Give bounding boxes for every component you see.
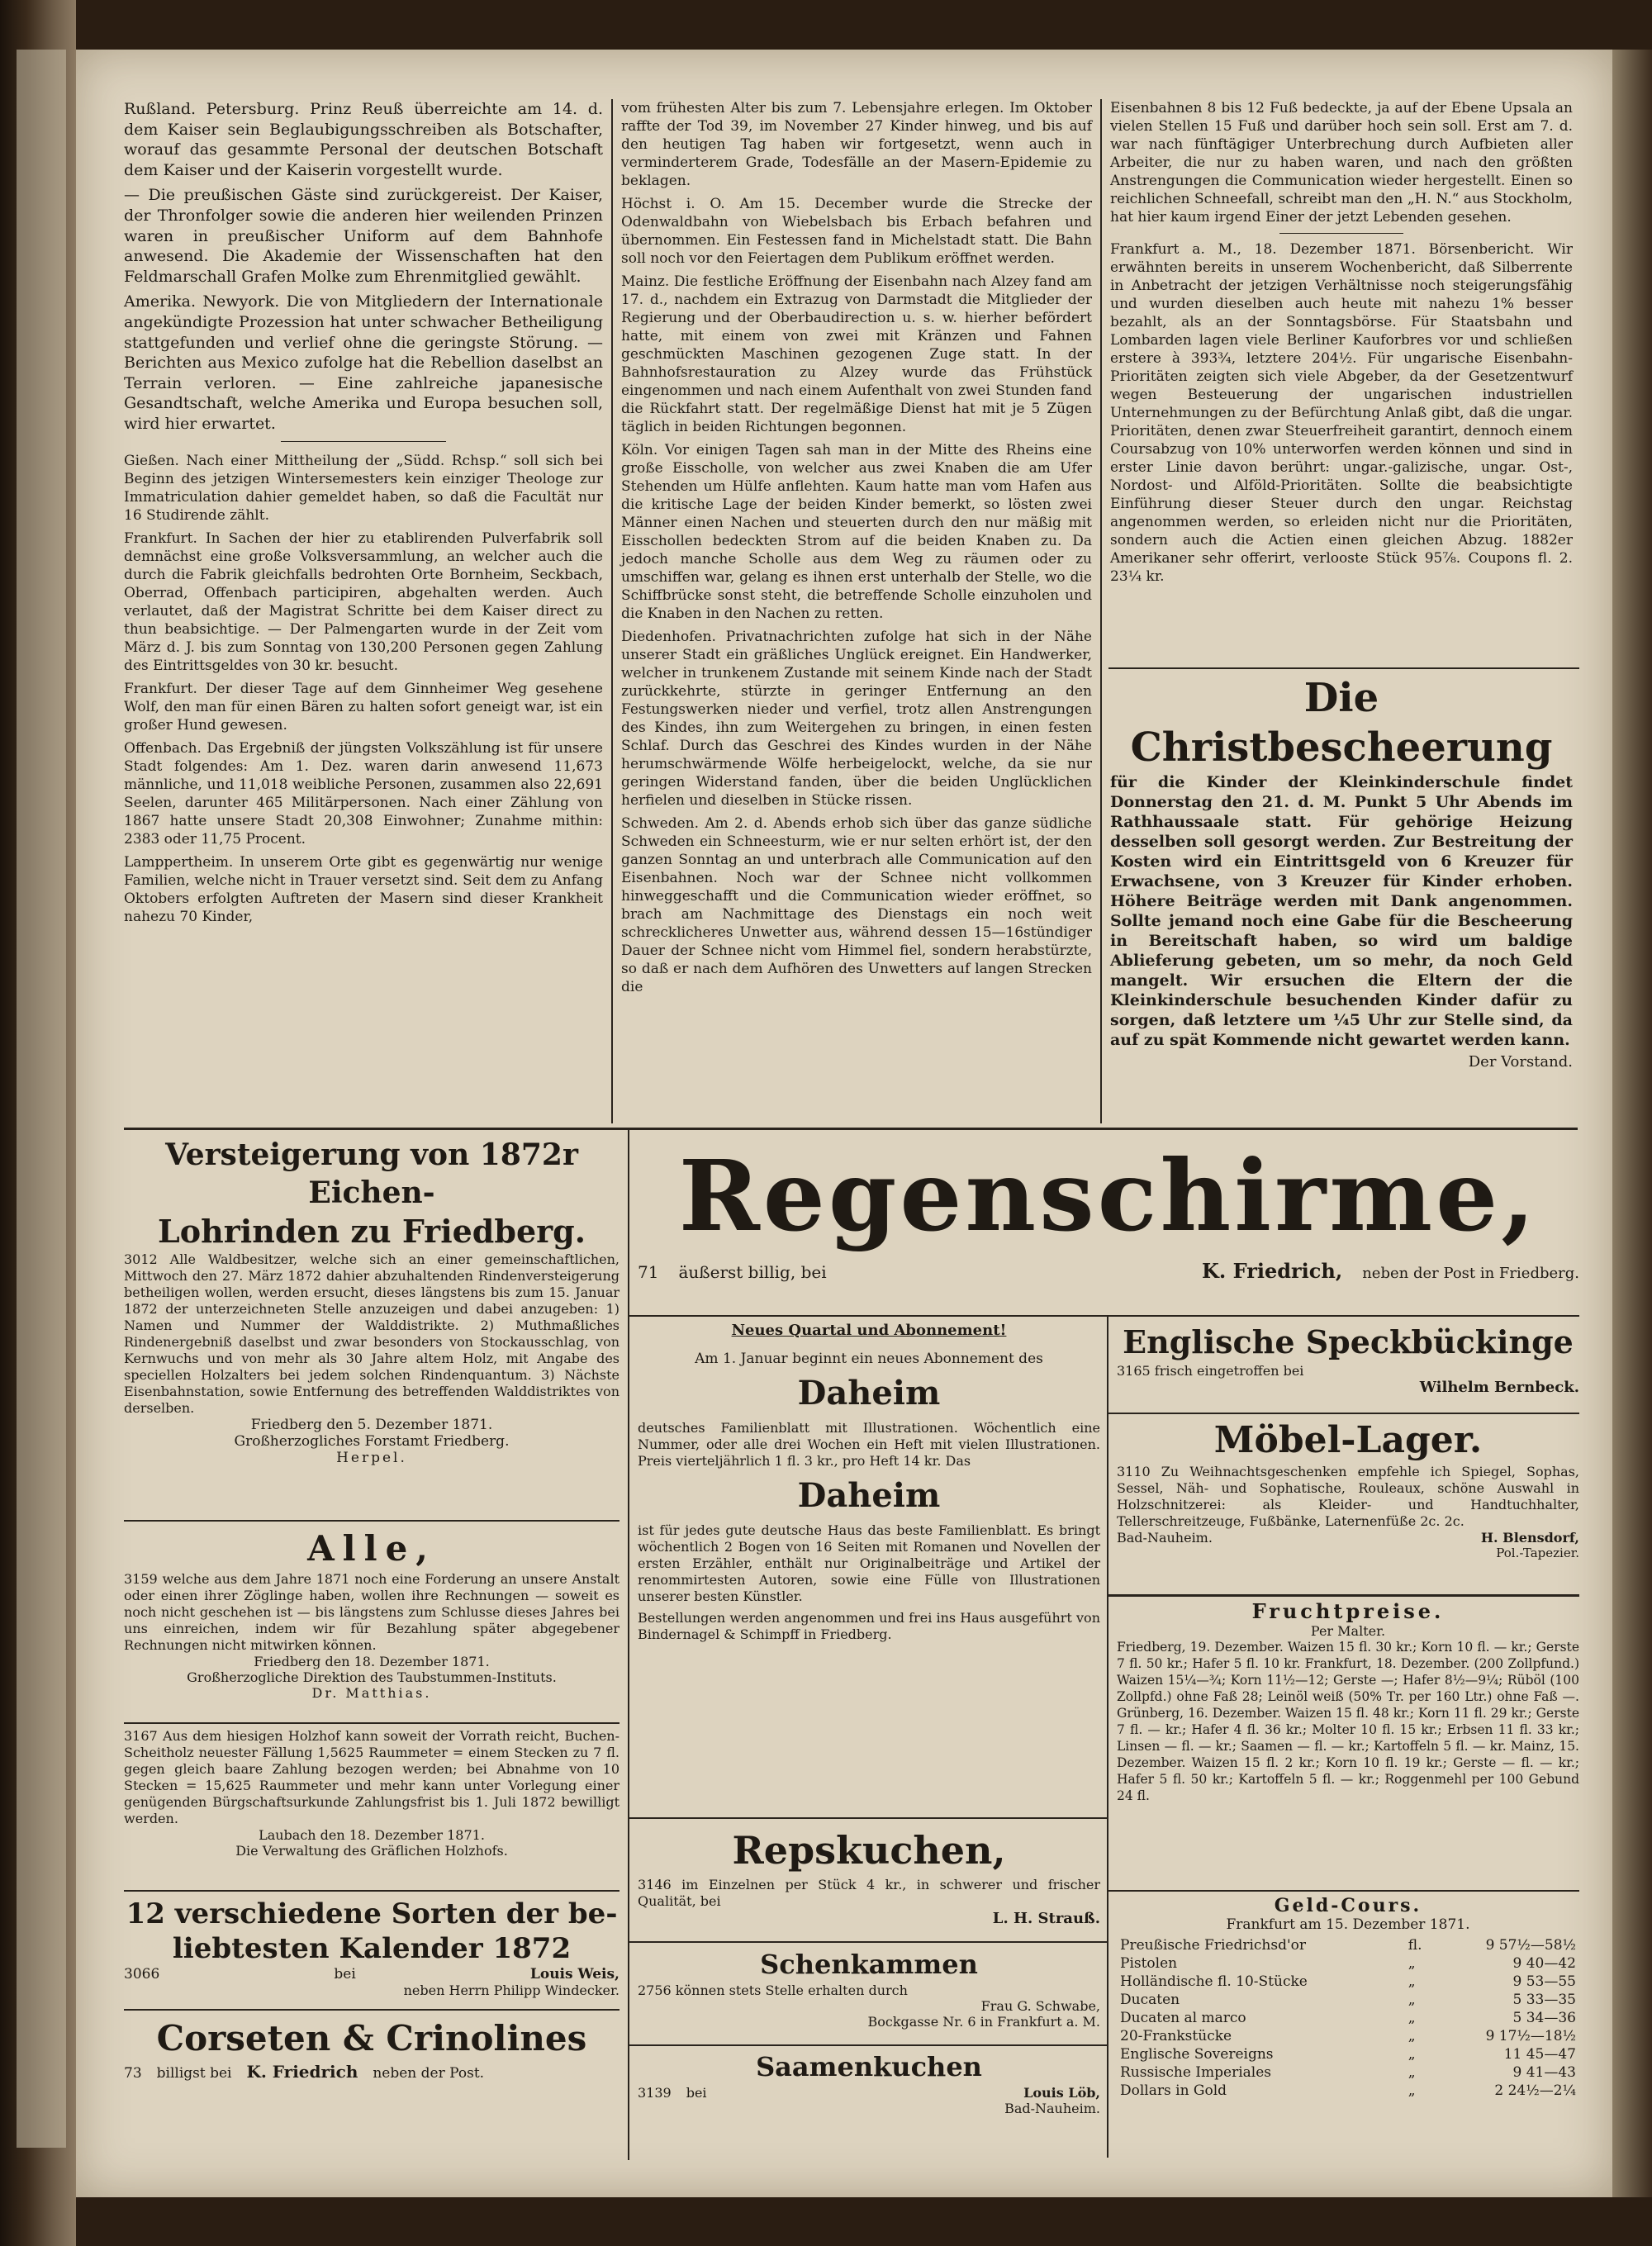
regenschirme-addr: neben der Post in Friedberg. [1362,1265,1579,1282]
section-rule [124,1128,1578,1130]
ad-rule [1108,1413,1579,1414]
rate-row [1117,1973,1579,1991]
regenschirme-footer [638,1259,1579,1283]
versteigerung-title-1: Versteigerung von 1872r Eichen- [165,1137,578,1210]
rate-row [1117,1991,1579,2009]
rate-name: Dollars in Gold [1120,2082,1227,2099]
saamen-footer [638,2085,1100,2101]
daheim-body-2: ist für jedes gute deutsche Haus das beste Familienblatt. Es bringt wöchentlich 2 Bogen von 16 Seiten mit Romanen und Novellen der ersten Erzähler, enthält nur Originalbeiträge und Artikel der renommirtesten Autoren, sowie eine Fülle von Illustrationen unserer besten Künstler. [638,1522,1100,1604]
rate-unit: „ [1408,2046,1416,2063]
holzhof-body: 3167 Aus dem hiesigen Holzhof kann soweit der Vorrath reicht, Buchen-Scheitholz neuester Fällung 1,5625 Raummeter = einem Stecken zu 7 fl. gegen gleich baare Zahlung bezogen werden; bei Abnahme von 10 Stecken = 15,625 Raummeter und mehr kann unter Vorlegung einer genügenden Bürgschaftsurkunde Zahlungsfrist bis 1. Juli 1872 bewilligt werden. [124,1728,620,1826]
regenschirme-title: Regenschirme, [678,1138,1539,1253]
divider [1279,233,1403,234]
moebel-name: H. Blensdorf, [1480,1530,1579,1546]
kalender-bei: bei [334,1966,356,1982]
news-masern-cont: vom frühesten Alter bis zum 7. Lebensjahre erlegen. Im Oktober raffte der Tod 39, im November 27 Kinder hinweg, und bis auf den heutigen Tag haben wir fortgesetzt, wenn auch in verminderterem Grade, Todesfälle an der Masern-Epidemie zu beklagen. [621,100,1092,189]
corseten-footer [124,2062,620,2082]
ad-kalender [124,1897,620,1998]
geldcours-title: Geld-Cours. [1274,1895,1422,1916]
news-schweden: Schweden. Am 2. d. Abends erhob sich über das ganze südliche Schweden ein Schneesturm, wie er nur selten erhört ist, der den ganzen Sonntag an und unterbrach alle Communication auf den Eisenbahnen. Noch war der Schnee nicht vollkommen hinweggeschafft und die Communication wieder eröffnet, so brach am Nachmittage des Dienstags ein noch weit schrecklicheres Unwetter aus, während dessen 15—16stündiger Dauer der Schnee nicht vom Himmel fiel, sondern herabstürzte, so daß er nach dem Aufhören des Unwetters auf langen Strecken die [621,815,1092,995]
ad-saamenkuchen [638,2049,1100,2116]
news-boersenbericht: Frankfurt a. M., 18. Dezember 1871. Börsenbericht. Wir erwähnten bereits in unserem Wochenbericht, daß Silberrente in Anbetracht der jetzigen Verhältnisse noch steigerungsfähig und wurden dieselben auch heute mit nahezu 1% besser bezahlt, als an der Sonntagsbörse. Für Staatsbahn und Lombarden lagen viele Berliner Kauforbres vor und schließen erstere à 393¾, letztere 204½. Für ungarische Eisenbahn-Prioritäten zeigten sich viele Abgeber, da der Gesetzentwurf wegen Besteuerung der ungarischen industriellen Unternehmungen zu der Befürchtung Anlaß gibt, daß die ungar. Prioritäten, denen zwar Steuerfreiheit garantirt, dennoch einem Coursabzug von 10% unterworfen werden können und sind in erster Linie davon berührt: ungar.-galizische, ungar. Ost-, Nordost- und Alföld-Prioritäten. Sollte die beabsichtigte Einführung dieser Steuer durch den ungar. Reichstag angenommen werden, so erleiden nicht nur die Prioritäten, sondern auch die Actien einen gleichen Abzug. 1882er Amerikaner sehr offerirt, verlooste Stück 95⅞. Coupons fl. 2. 23¼ kr. [1110,241,1573,585]
christbescheerung-notice [1110,673,1573,1071]
corseten-name: K. Friedrich [246,2062,358,2082]
facing-page-edge [17,50,66,2148]
news-column-3 [1110,99,1573,591]
rate-val: 9 41—43 [1512,2064,1576,2081]
rate-unit: „ [1408,1992,1416,2008]
daheim-title-2: Daheim [797,1476,941,1515]
versteigerung-body: 3012 Alle Waldbesitzer, welche sich an einer gemeinschaftlichen, Mittwoch den 27. März 1872 dahier abzuhaltenden Rindenversteigerung betheiligen wollen, werden ersucht, dieses längstens bis zum 15. Januar 1872 der unterzeichneten Stelle anzuzeigen und dabei anzugeben: 1) Namen und Nummer der Walddistrikte. 2) Muthmaßliches Rindenergebniß daselbst und zwar besonders von Stockausschlag, von Kernwuchs und von mehr als 30 Jahre altem Holz, mit Angabe des speciellen Holzalters bei jedem solchen Rindenquantum. 3) Nächste Eisenbahnstation, sowie Entfernung des betreffenden Walddistriktes von derselben. [124,1251,620,1416]
saamen-name: Louis Löb, [1023,2085,1100,2101]
moebel-footer [1117,1530,1579,1546]
kalender-footer [124,1966,620,1982]
rate-unit: „ [1408,2064,1416,2081]
saamen-num: 3139 [638,2085,672,2101]
speck-body: 3165 frisch eingetroffen bei [1117,1363,1304,1379]
news-diedenhofen: Diedenhofen. Privatnachrichten zufolge hat sich in der Nähe unserer Stadt ein gräßliches Unglück ereignet. Ein Handwerker, welcher in trunkenem Zustande mit seinem Kinde nach der Stadt zurückkehrte, stürzte in geringer Entfernung an den Festungswerken nieder und verfiel, trotz allen Anstrengungen des Kindes, ihn zum Weitergehen zu bringen, in einen festen Schlaf. Durch das Geschrei des Kindes wurden in der Nähe herumschwärmende Wölfe herbeigelockt, welche, da sie nur geringen Widerstand fanden, über die beiden Unglücklichen herfielen und dieselben in Stücke rissen. [621,629,1092,809]
holzhof-office: Die Verwaltung des Gräflichen Holzhofs. [235,1843,508,1859]
page-edge-shadow [1612,50,1652,2197]
rate-row [1117,2082,1579,2100]
column-rule-1 [611,99,613,1123]
saamen-addr: Bad-Nauheim. [1004,2101,1100,2116]
rate-val: 9 57½—58½ [1485,1937,1576,1954]
rate-unit: fl. [1408,1937,1422,1954]
rate-val: 9 40—42 [1512,1955,1576,1972]
daheim-body-3: Bestellungen werden angenommen und frei ins Haus ausgeführt von Bindernagel & Schimpff in Friedberg. [638,1610,1100,1642]
kalender-num: 3066 [124,1966,160,1982]
news-russland: Rußland. Petersburg. Prinz Reuß überreichte am 14. d. dem Kaiser sein Beglaubigungsschreiben als Botschafter, worauf das gesammte Personal der deutschen Botschaft dem Kaiser und der Kaiserin vorgestellt wurde. [124,100,603,179]
corseten-num: 73 [124,2065,142,2082]
rate-row [1117,2063,1579,2082]
rate-name: Ducaten [1120,1992,1180,2008]
fruchtpreise-body: Friedberg, 19. Dezember. Waizen 15 fl. 30 kr.; Korn 10 fl. — kr.; Gerste 7 fl. 50 kr.; Hafer 5 fl. 10 kr. Frankfurt, 18. Dezember. (200 Zollpfund.) Waizen 15¼—¾; Korn 11½—12; Gerste —; Hafer 8½—9¼; Rüböl (100 Zollpfd.) ohne Faß 28; Leinöl weiß (50% Tr. per 160 Ltr.) ohne Faß —. Grünberg, 16. Dezember. Waizen 15 fl. 48 kr.; Korn 11 fl. 29 kr.; Gerste 7 fl. — kr.; Hafer 4 fl. 36 kr.; Molter 10 fl. 15 kr.; Erbsen 11 fl. 33 kr.; Linsen — fl. — kr.; Saamen — fl. — kr.; Kartoffeln 5 fl. — kr. Mainz, 15. Dezember. Waizen 15 fl. 2 kr.; Korn 10 fl. 19 kr.; Gerste — fl. — kr.; Hafer 5 fl. 50 kr.; Kartoffeln 5 fl. — kr.; Roggenmehl per 100 Gebund 24 fl. [1117,1640,1579,1803]
daheim-intro: Am 1. Januar beginnt ein neues Abonnement des [695,1351,1043,1367]
repskuchen-body: 3146 im Einzelnen per Stück 4 kr., in schwerer und frischer Qualität, bei [638,1877,1100,1909]
moebel-role: Pol.-Tapezier. [1496,1546,1579,1560]
rate-name: Holländische fl. 10-Stücke [1120,1973,1308,1990]
schenkammen-name: Frau G. Schwabe, [980,1998,1100,2014]
newspaper-page [76,50,1612,2197]
alle-title: Alle, [307,1528,436,1569]
column-rule-ads-2 [1107,1315,1108,2158]
rate-unit: „ [1408,2010,1416,2026]
regenschirme-num: 71 [638,1262,659,1282]
speck-footer [1117,1363,1579,1379]
daheim-head: Neues Quartal und Abonnement! [731,1322,1007,1339]
kalender-title-1: 12 verschiedene Sorten der be- [126,1897,618,1930]
fruchtpreise-title: Fruchtpreise. [1251,1599,1445,1623]
saamen-bei: bei [686,2085,707,2101]
ad-regenschirme [638,1138,1579,1283]
holzhof-date: Laubach den 18. Dezember 1871. [259,1827,485,1843]
moebel-place: Bad-Nauheim. [1117,1530,1213,1546]
schenkammen-addr: Bockgasse Nr. 6 in Frankfurt a. M. [867,2014,1100,2030]
ad-rule [628,1315,1579,1317]
corseten-addr: neben der Post. [373,2065,485,2082]
rate-val: 9 53—55 [1512,1973,1576,1990]
christbescheerung-title: Die Christbescheerung [1130,675,1553,771]
versteigerung-office: Großherzogliches Forstamt Friedberg. [234,1433,510,1450]
rate-val: 9 17½—18½ [1485,2028,1576,2044]
news-frankfurt-2: Frankfurt. Der dieser Tage auf dem Ginnheimer Weg gesehene Wolf, den man für einen Bären zu halten sofort geneigt war, ist ein großer Hund gewesen. [124,680,603,734]
news-koeln: Köln. Vor einigen Tagen sah man in der Mitte des Rheins eine große Eisscholle, von welcher aus zwei Knaben die am Ufer Stehenden um Hülfe anflehten. Kaum hatte man vom Hafen aus die kritische Lage der beiden Kinder bemerkt, so lösten zwei Männer einen Nachen und steuerten durch den nur mäßig mit Eisschollen bedeckten Strom auf die beiden Knaben zu. Da jedoch manche Scholle aus dem Weg zu räumen oder zu umschiffen war, gelang es ihnen erst unterhalb der Stelle, wo die Schiffbrücke sonst steht, die betreffende Scholle einzuholen und die Knaben in den Nachen zu retten. [621,442,1092,622]
news-frankfurt-1: Frankfurt. In Sachen der hier zu etablirenden Pulverfabrik soll demnächst eine große Volksversammlung, an welcher auch die durch die Fabrik gleichfalls bedrohten Orte Bornheim, Seckbach, Oberrad, Offenbach participiren, abgehalten werden. Auch verlautet, daß der Magistrat Schritte bei dem Kaiser direct zu thun beabsichtige. — Der Palmengarten wurde in der Zeit vom März d. J. bis zum Sonntag von 130,200 Personen gegen Zahlung des Eintrittsgeldes von 30 kr. besucht. [124,529,603,674]
rate-val: 11 45—47 [1503,2046,1576,2063]
rate-name: Englische Sovereigns [1120,2046,1274,2063]
ad-rule [628,1941,1107,1943]
rate-unit: „ [1408,1955,1416,1972]
ad-versteigerung [124,1136,620,1466]
rate-unit: „ [1408,2028,1416,2044]
news-hoechst: Höchst i. O. Am 15. December wurde die Strecke der Odenwaldbahn von Wiebelsbach bis Erbach befahren und übernommen. Ein Festessen fand in Michelstadt statt. Die Bahn soll noch vor den Feiertagen dem Publikum eröffnet werden. [621,196,1092,267]
repskuchen-name: L. H. Strauß. [992,1910,1100,1927]
kalender-addr: neben Herrn Philipp Windecker. [403,1982,620,1998]
daheim-title: Daheim [797,1374,941,1413]
rate-val: 5 34—36 [1512,2010,1576,2026]
versteigerung-name: Herpel. [336,1450,407,1466]
news-schweden-cont: Eisenbahnen 8 bis 12 Fuß bedeckte, ja auf der Ebene Upsala an vielen Stellen 15 Fuß und darüber hoch sein soll. Erst am 7. d. war nach fünftägiger Unterbrechung durch Aufbieten aller Arbeiter, die nur zu haben waren, und nach den größten Anstrengungen die Communication wieder hergestellt. Einen so reichlichen Schneefall, schreibt man den „H. N.“ aus Stockholm, hat hier kaum irgend Einer der jetzt Lebenden gesehen. [1110,100,1573,226]
saamen-title: Saamenkuchen [756,2051,982,2082]
alle-date: Friedberg den 18. Dezember 1871. [254,1654,490,1669]
fruchtpreise [1117,1599,1579,1804]
daheim-body-1: deutsches Familienblatt mit Illustrationen. Wöchentlich eine Nummer, oder alle drei Wochen ein Heft mit vielen Illustrationen. Preis vierteljährlich 1 fl. 3 kr., pro Heft 14 kr. Das [638,1420,1100,1469]
fruchtpreise-sub: Per Malter. [1310,1623,1386,1639]
rate-name: Ducaten al marco [1120,2010,1246,2026]
ad-corseten [124,2016,620,2082]
christbescheerung-body: für die Kinder der Kleinkinderschule findet Donnerstag den 21. d. M. Punkt 5 Uhr Abends im Rathhaussaale statt. Für gehörige Heizung desselben soll gesorgt werden. Zur Bestreitung der Kosten wird ein Eintrittsgeld von 6 Kreuzer für Erwachsene, von 3 Kreuzer für Kinder erhoben. Höhere Beiträge werden mit Dank angenommen. Sollte jemand noch eine Gabe für die Bescheerung in Bereitschaft haben, so wird um baldige Ablieferung gebeten, um so mehr, da noch Geld mangelt. Wir ersuchen die Eltern der die Kleinkinderschule besuchenden Kinder dafür zu sorgen, daß letztere um ¼5 Uhr zur Stelle sind, da auf zu spät Kommende nicht gewartet werden kann. [1110,773,1573,1049]
rate-unit: „ [1408,1973,1416,1990]
rate-name: Preußische Friedrichsd'or [1120,1937,1307,1954]
alle-name: Dr. Matthias. [311,1685,432,1701]
news-giessen: Gießen. Nach einer Mittheilung der „Südd. Rchsp.“ soll sich bei Beginn des jetzigen Wintersemesters kein einziger Theologe zur Immatriculation dahier gemeldet haben, so daß die Facultät nur 16 Studirende zählt. [124,452,603,524]
christbescheerung-sign: Der Vorstand. [1468,1053,1573,1071]
news-column-1 [124,99,603,1123]
ad-rule [124,2009,620,2011]
ad-holzhof [124,1728,620,1859]
rate-name: 20-Frankstücke [1120,2028,1232,2044]
rate-row [1117,2009,1579,2027]
ad-rule [124,1722,620,1724]
news-offenbach: Offenbach. Das Ergebniß der jüngsten Volkszählung ist für unsere Stadt folgendes: Am 1. Dez. waren darin anwesend 11,673 männliche, und 11,018 weibliche Personen, zusammen also 22,691 Seelen, darunter 465 Militärpersonen. Nach einer Zählung von 1867 hatte unsere Stadt 20,308 Einwohner; Zunahme mithin: 2383 oder 11,75 Procent. [124,739,603,848]
rate-row [1117,2027,1579,2045]
column-rule-2 [1100,99,1102,1123]
rate-unit: „ [1408,2082,1416,2099]
geldcours-sub: Frankfurt am 15. Dezember 1871. [1226,1916,1470,1933]
news-mainz: Mainz. Die festliche Eröffnung der Eisenbahn nach Alzey fand am 17. d., nachdem ein Extrazug von Darmstadt die Mitglieder der Regierung und der Oberbaudirection u. s. w. hierher befördert hatte, mit einem von zwei mit Kränzen und Fahnen geschmückten Maschinen gezogenen Zuge statt. In der Bahnhofsrestauration zu Alzey wurde das Frühstück eingenommen und nach einem Aufenthalt von zwei Stunden fand die Rückfahrt statt. Der regelmäßige Dienst hat mit je 5 Zügen täglich in beiden Richtungen begonnen. [621,273,1092,435]
spacer [722,2085,1009,2101]
ad-speckbueckinge [1117,1322,1579,1396]
geldcours [1117,1895,1579,2100]
ad-rule [124,1520,620,1522]
rate-name: Russische Imperiales [1120,2064,1271,2081]
schenkammen-body: 2756 können stets Stelle erhalten durch [638,1982,908,1998]
ad-schenkammen [638,1946,1100,2030]
alle-office: Großherzogliche Direktion des Taubstummen-Instituts. [187,1669,557,1685]
ad-rule [1108,1890,1579,1892]
rate-row [1117,2045,1579,2063]
moebel-title: Möbel-Lager. [1213,1419,1483,1461]
column-rule-ads-1 [628,1128,629,2160]
speck-title: Englische Speckbückinge [1123,1323,1574,1360]
news-column-2 [621,99,1092,1123]
schenkammen-title: Schenkammen [760,1949,978,1980]
versteigerung-date: Friedberg den 5. Dezember 1871. [250,1417,493,1433]
ad-rule [628,1817,1107,1819]
speck-name: Wilhelm Bernbeck. [1419,1379,1579,1396]
news-lampertheim: Lamppertheim. In unserem Orte gibt es gegenwärtig nur wenige Familien, welche nicht in Trauer versetzt sind. Seit dem zu Anfang Oktobers erfolgten Auftreten der Masern sind dieser Krankheit nahezu 70 Kinder, [124,853,603,925]
ad-repskuchen [638,1824,1100,1927]
versteigerung-title-2: Lohrinden zu Friedberg. [158,1213,586,1250]
regenschirme-name: K. Friedrich, [1202,1259,1343,1283]
ad-rule [1108,1594,1579,1597]
ad-rule [628,2044,1107,2046]
ad-moebel [1117,1417,1579,1560]
rule-christ-top [1108,667,1579,669]
repskuchen-title: Repskuchen, [732,1828,1006,1873]
corseten-title: Corseten & Crinolines [156,2018,587,2058]
corseten-bei: billigst bei [156,2065,232,2082]
kalender-title-2: liebtesten Kalender 1872 [172,1932,572,1965]
rate-row [1117,1954,1579,1973]
ad-daheim [638,1322,1100,1643]
regenschirme-text: äußerst billig, bei [678,1262,827,1282]
rate-val: 2 24½—2¼ [1494,2082,1576,2099]
rate-val: 5 33—35 [1512,1992,1576,2008]
alle-body: 3159 welche aus dem Jahre 1871 noch eine Forderung an unsere Anstalt oder einen ihrer Zöglinge haben, wollen ihre Rechnungen — soweit es noch nicht geschehen ist — bis längstens zum Schlusse dieses Jahres bei uns einreichen, indem wir für Bezahlung später abgegebener Rechnungen nicht mitwirken können. [124,1571,620,1653]
divider [281,441,446,442]
rate-name: Pistolen [1120,1955,1178,1972]
news-russland-2: — Die preußischen Gäste sind zurückgereist. Der Kaiser, der Thronfolger sowie die anderen hier weilenden Prinzen waren in preußischer Uniform auf dem Bahnhofe anwesend. Die Akademie der Wissenschaften hat den Feldmarschall Grafen Molke zum Ehrenmitglied gewählt. [124,186,603,286]
kalender-name: Louis Weis, [529,1966,620,1982]
ad-rule [124,1890,620,1892]
news-amerika: Amerika. Newyork. Die von Mitgliedern der Internationale angekündigte Prozession hat unter schwacher Betheiligung stattgefunden und verlief ohne die geringste Störung. — Berichten aus Mexico zufolge hat die Rebellion daselbst an Terrain verloren. — Eine zahlreiche japanesische Gesandtschaft, welche Amerika und Europa besuchen soll, wird hier erwartet. [124,292,603,433]
moebel-body: 3110 Zu Weihnachtsgeschenken empfehle ich Spiegel, Sophas, Sessel, Näh- und Sophatische, Rouleaux, schöne Auswahl in Holzschnitzerei: als Kleider- und Handtuchhalter, Tellerschreitzeuge, Fußbänke, Laternenfüße 2c. 2c. [1117,1464,1579,1529]
geldcours-table [1117,1936,1579,2100]
rate-row [1117,1936,1579,1954]
ad-alle [124,1527,620,1701]
